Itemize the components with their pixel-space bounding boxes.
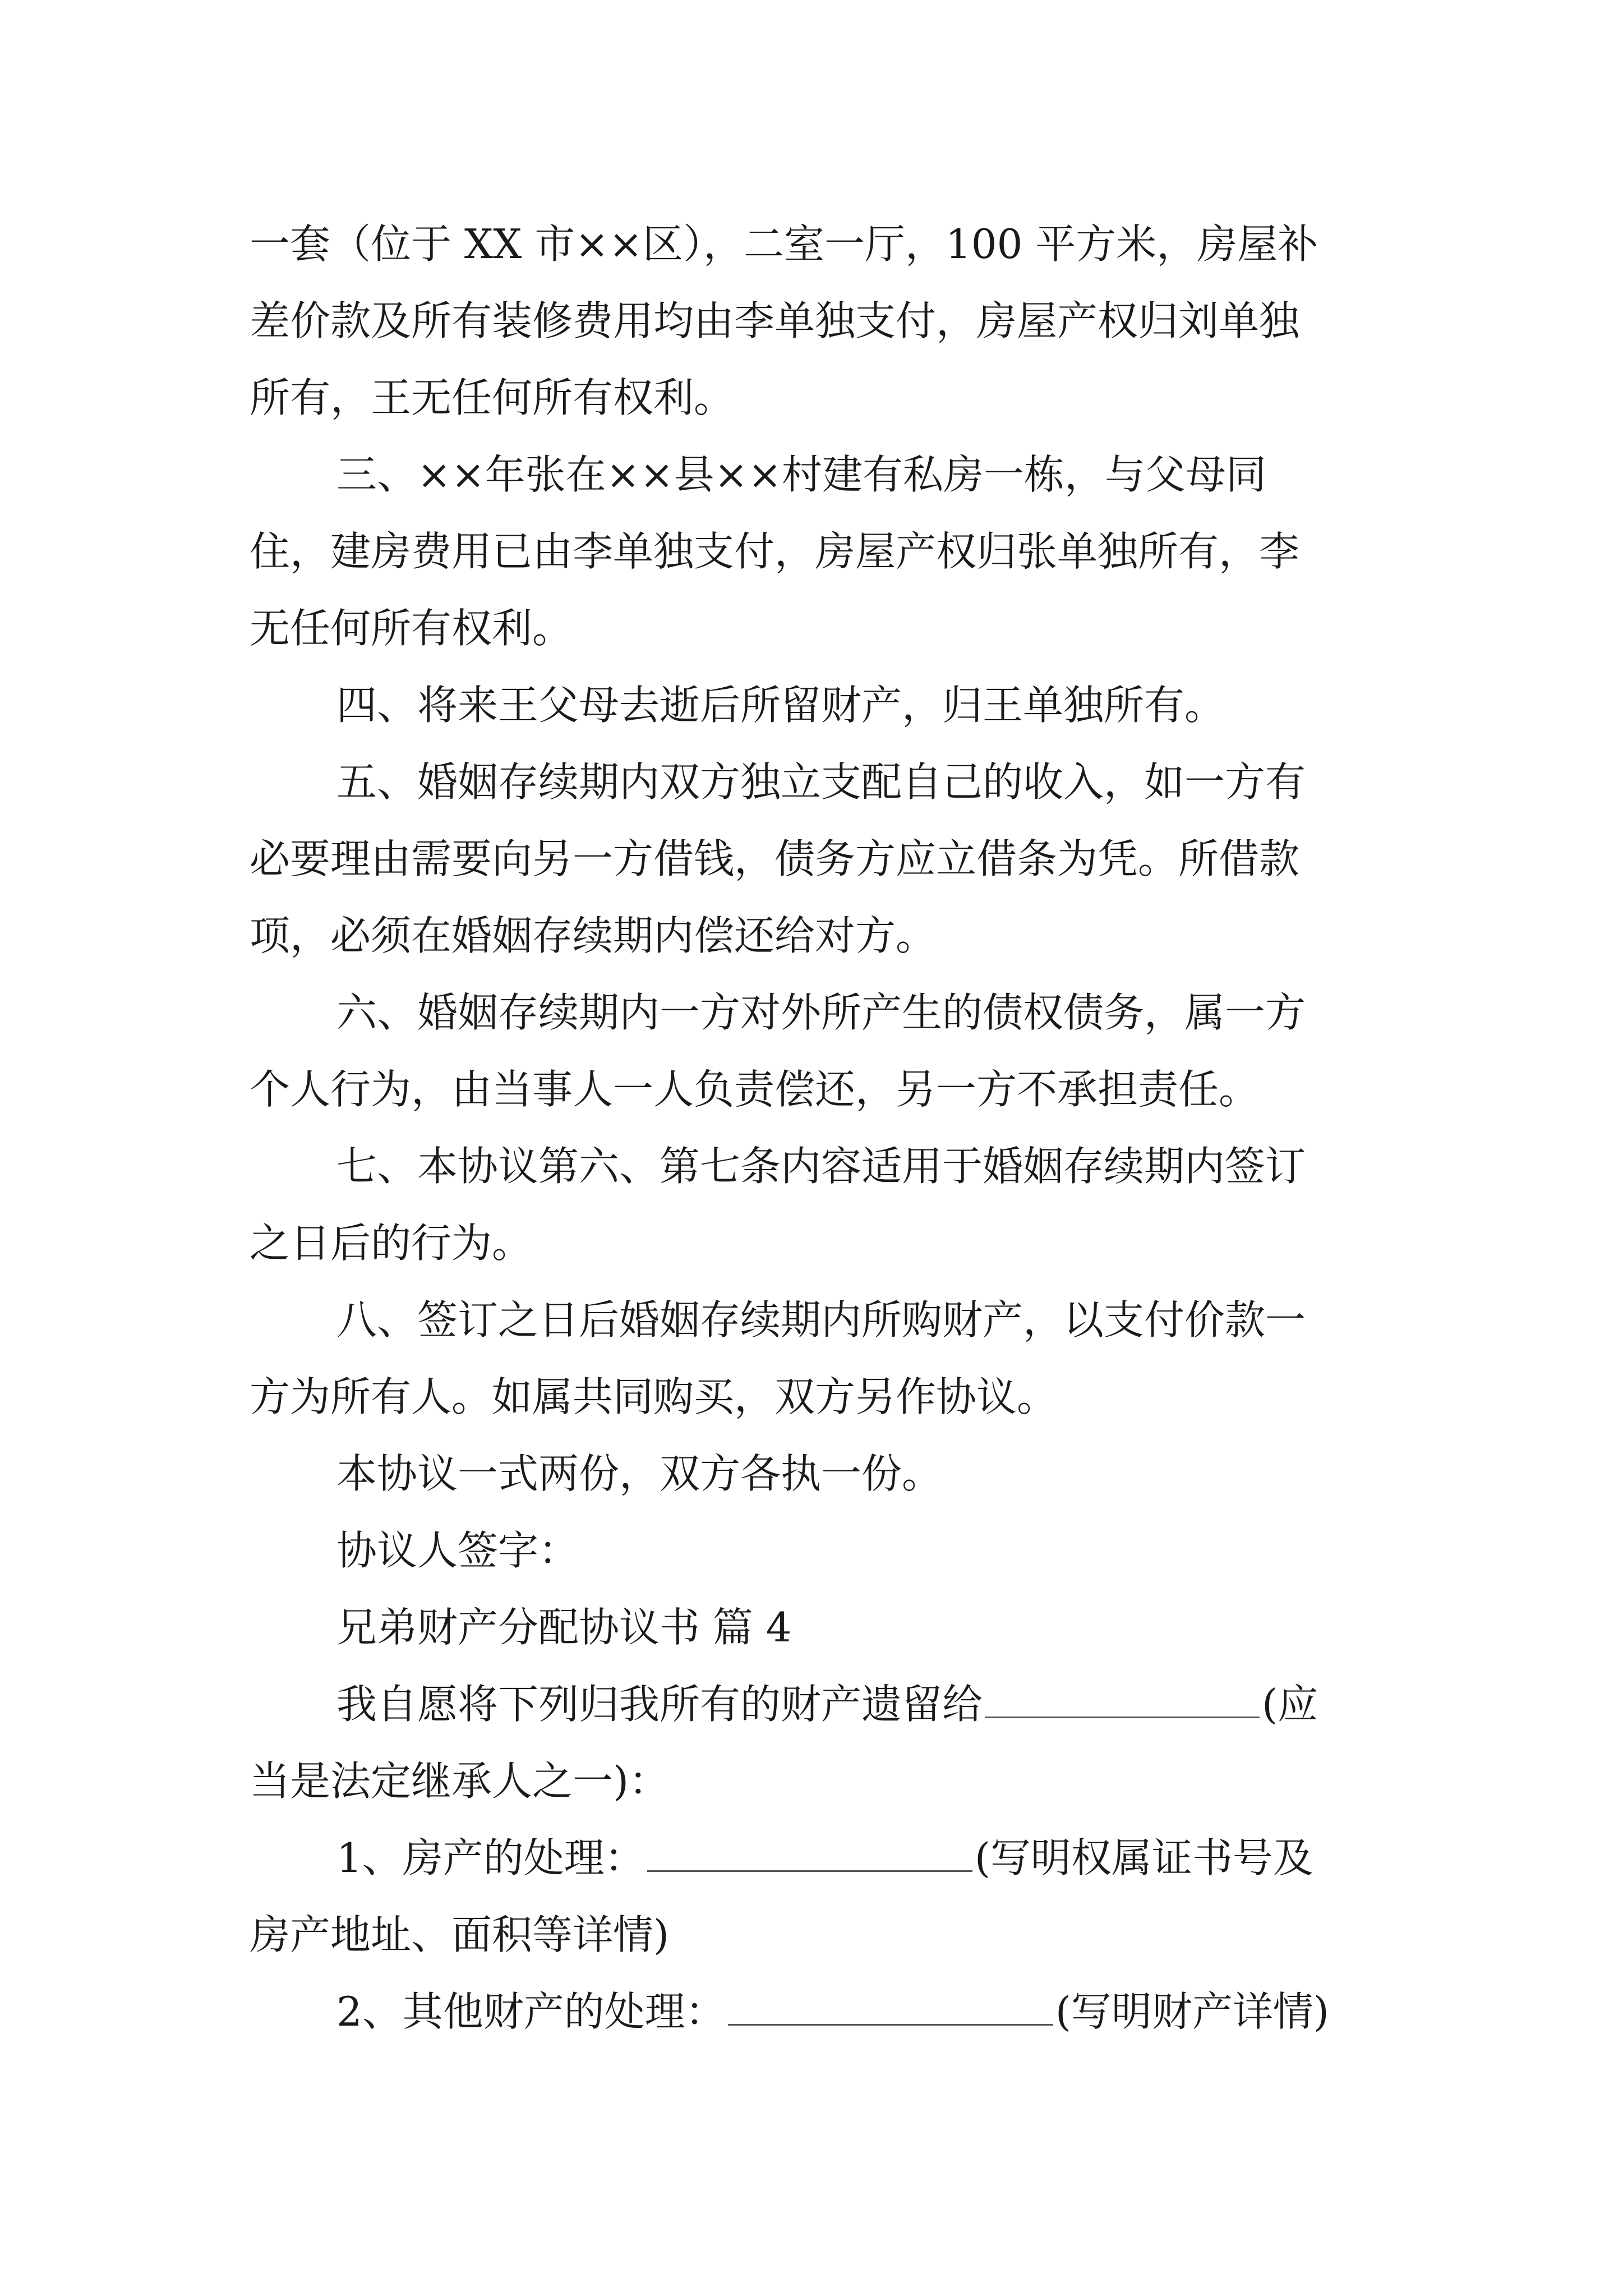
paragraph-line: 一套（位于 XX 市××区），二室一厅，100 平方米，房屋补 [250,220,1318,268]
property-handling-blank[interactable] [647,1831,972,1872]
clause-3-line: 三、××年张在××县××村建有私房一栋，与父母同 [336,451,1266,498]
paragraph-line: 之日后的行为。 [250,1220,533,1267]
item-2-label: 2、其他财产的处理： [336,1988,726,2035]
bequest-intro-text: 我自愿将下列归我所有的财产遗留给 [336,1681,983,1728]
item-1-note: (写明权属证书号及 [974,1834,1313,1881]
paragraph-line: 住，建房费用已由李单独支付，房屋产权归张单独所有，李 [250,528,1300,575]
bequest-intro-line [336,1676,1318,1732]
item-2-line [336,1984,1329,2040]
paragraph-line: 差价款及所有装修费用均由李单独支付，房屋产权归刘单独 [250,297,1300,344]
item-1-line [336,1830,1313,1886]
signature-label: 协议人签字： [336,1527,579,1574]
paragraph-line: 个人行为，由当事人一人负责偿还，另一方不承担责任。 [250,1066,1260,1113]
clause-5-line: 五、婚姻存续期内双方独立支配自己的收入，如一方有 [336,758,1306,806]
paragraph-line: 当是法定继承人之一)： [250,1757,670,1805]
paragraph-line: 项，必须在婚姻存续期内偿还给对方。 [250,912,937,959]
heir-name-blank[interactable] [985,1677,1260,1718]
paragraph-line: 无任何所有权利。 [250,605,573,652]
clause-6-line: 六、婚姻存续期内一方对外所产生的债权债务，属一方 [336,989,1306,1036]
clause-7-line: 七、本协议第六、第七条内容适用于婚姻存续期内签订 [336,1143,1306,1190]
paragraph-line: 所有，王无任何所有权利。 [250,374,735,421]
copies-statement: 本协议一式两份，双方各执一份。 [336,1450,943,1497]
paragraph-line: 方为所有人。如属共同购买，双方另作协议。 [250,1373,1058,1420]
other-property-blank[interactable] [728,1985,1053,2026]
item-1-label: 1、房产的处理： [336,1834,645,1881]
section-heading: 兄弟财产分配协议书 篇 4 [336,1604,792,1651]
paragraph-line: 房产地址、面积等详情) [250,1911,670,1958]
paragraph-line: 必要理由需要向另一方借钱，债务方应立借条为凭。所借款 [250,835,1300,882]
clause-8-line: 八、签订之日后婚姻存续期内所购财产，以支付价款一 [336,1296,1306,1343]
clause-4-line: 四、将来王父母去逝后所留财产，归王单独所有。 [336,682,1225,729]
item-2-note: (写明财产详情) [1055,1988,1329,2035]
bequest-intro-note: (应 [1262,1681,1318,1728]
